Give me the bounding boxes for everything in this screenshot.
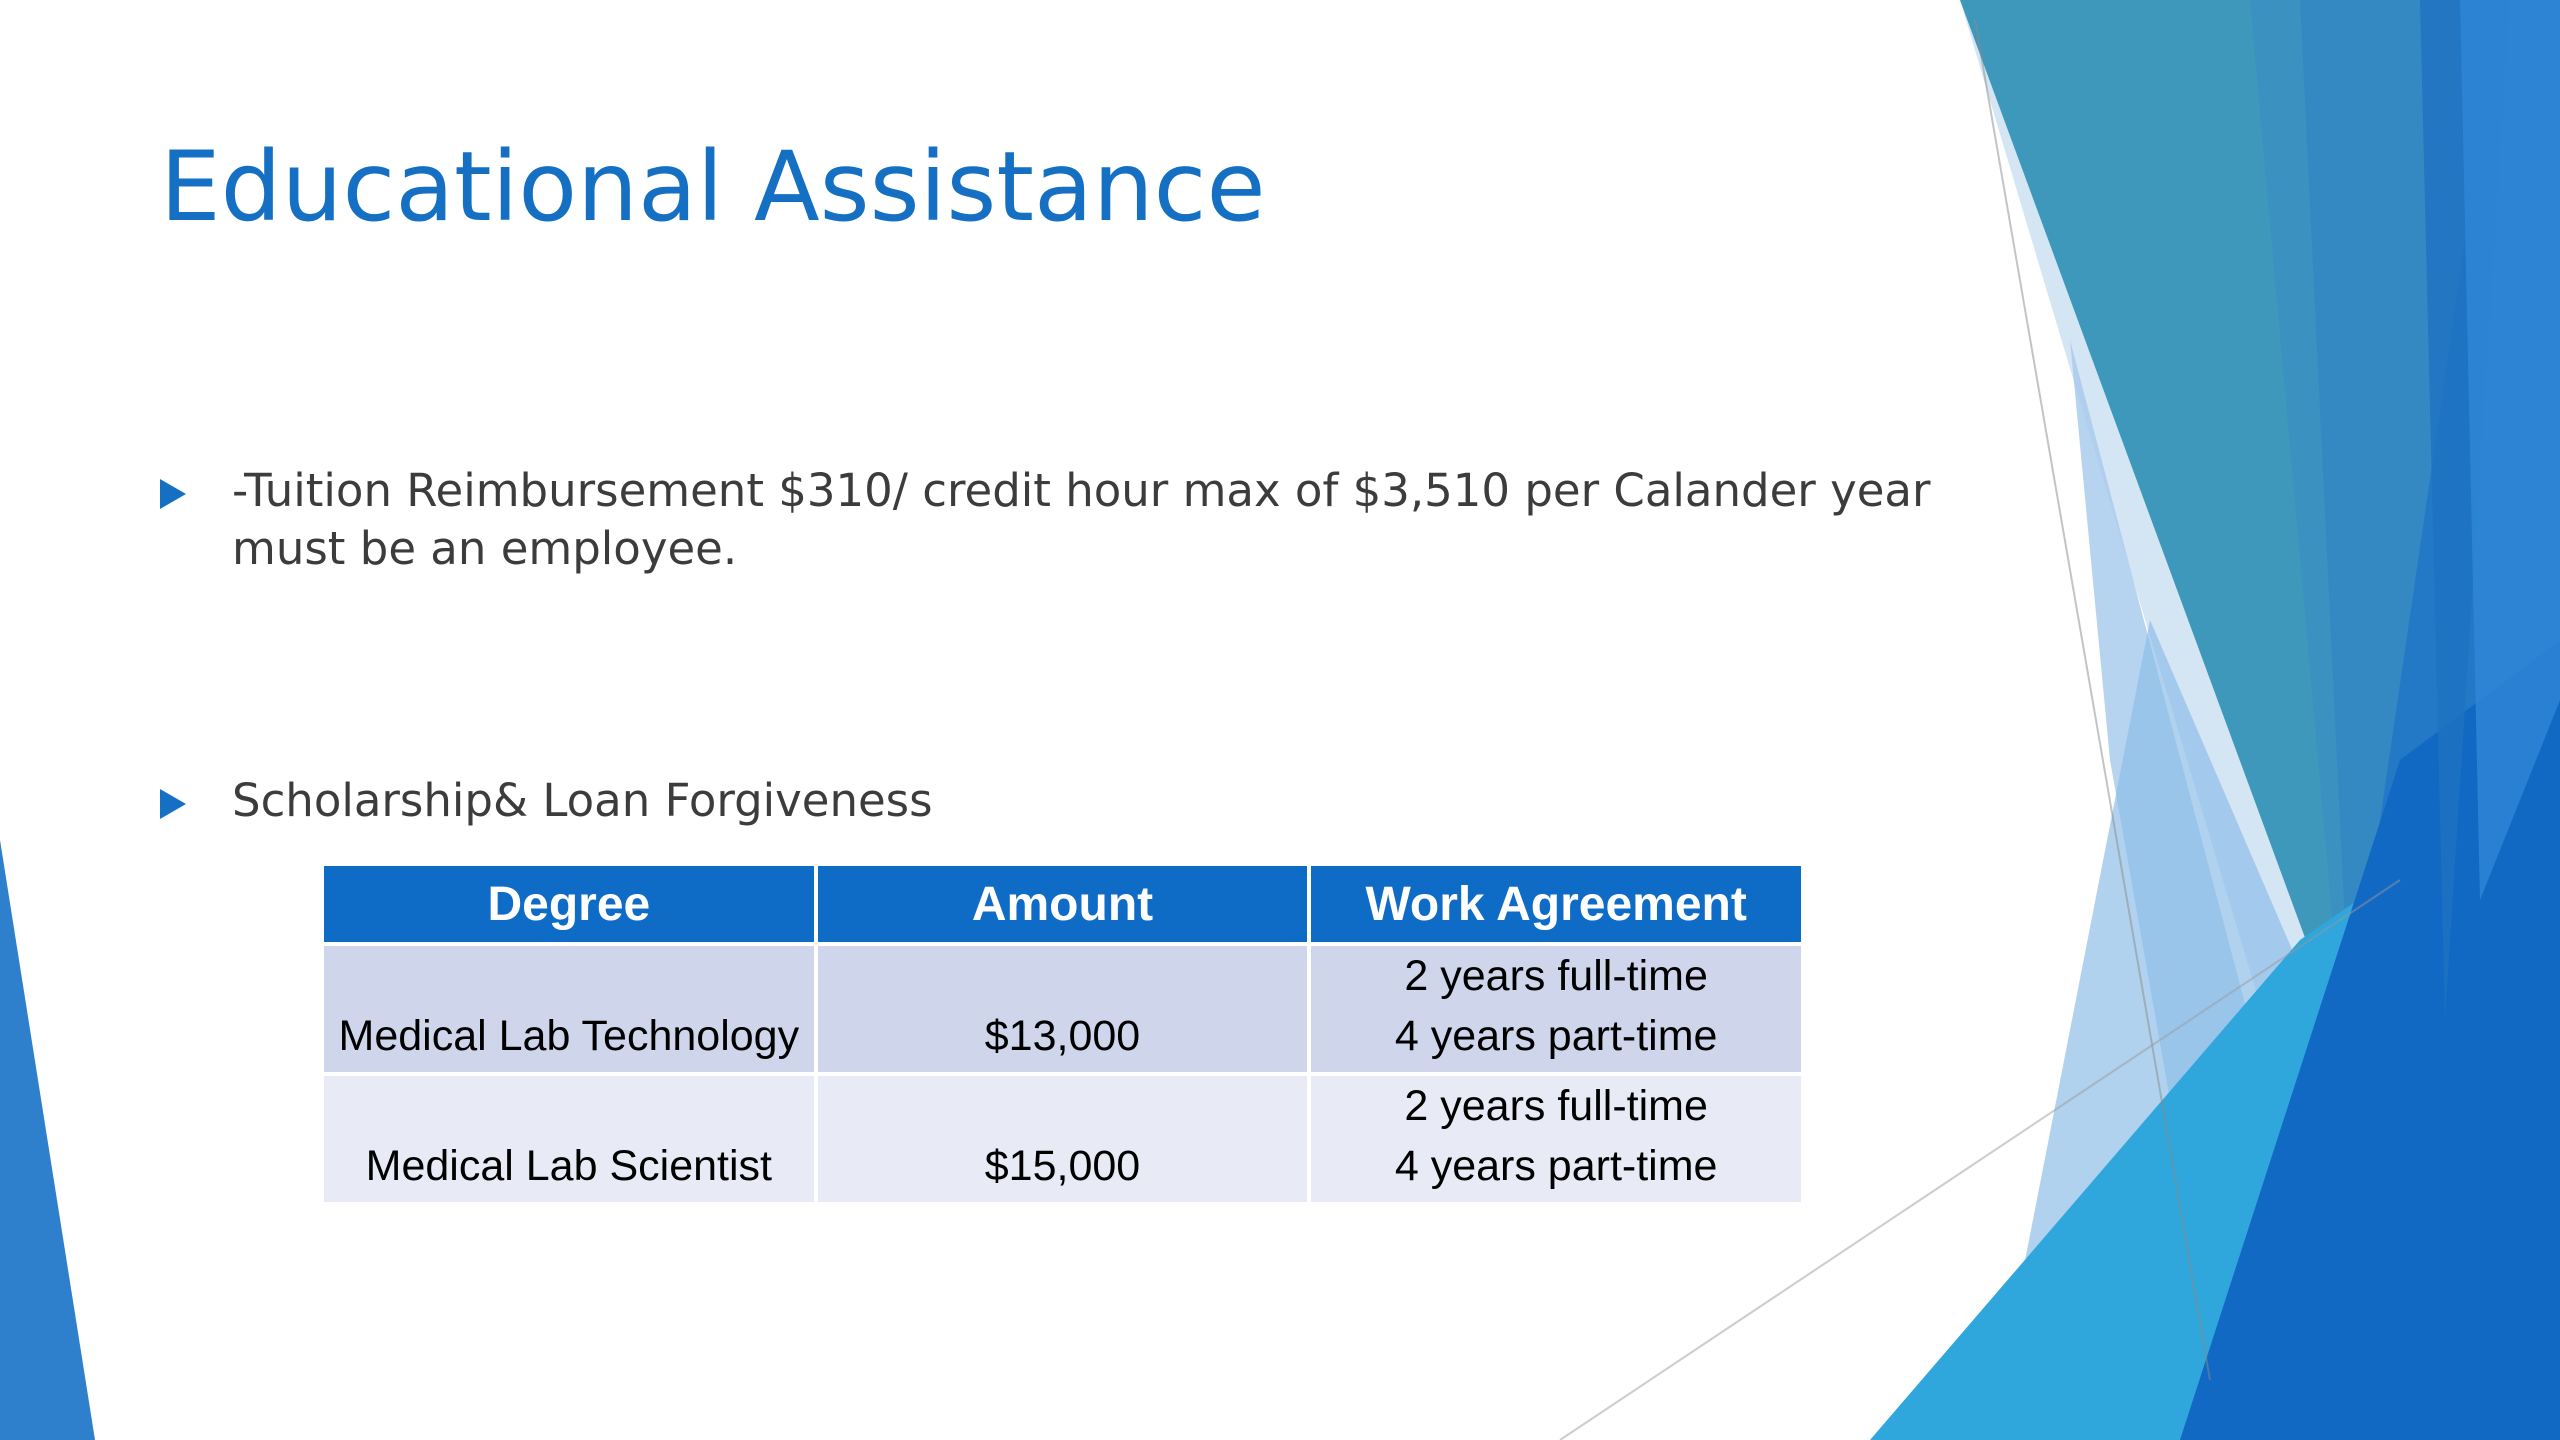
bullet-triangle-icon: [160, 789, 186, 819]
work-agreement-line: 2 years full-time: [1404, 952, 1708, 1000]
scholarship-table: [320, 862, 1805, 1206]
bullet-scholarship: [160, 772, 933, 830]
cell-degree: Medical Lab Scientist: [324, 1076, 814, 1202]
left-edge-facet: [0, 840, 95, 1440]
table-row: [324, 946, 1801, 1072]
cell-work-agreement: [1311, 946, 1801, 1072]
table-header-row: [324, 866, 1801, 942]
work-agreement-line: 4 years part-time: [1394, 1012, 1718, 1060]
cell-amount: $13,000: [818, 946, 1308, 1072]
bullet-text: Scholarship& Loan Forgiveness: [232, 774, 933, 827]
bullet-triangle-icon: [160, 479, 186, 509]
header-amount: Amount: [818, 866, 1308, 942]
cell-amount: $15,000: [818, 1076, 1308, 1202]
cell-degree: Medical Lab Technology: [324, 946, 814, 1072]
cell-work-agreement: [1311, 1076, 1801, 1202]
work-agreement-line: 2 years full-time: [1404, 1082, 1708, 1130]
header-work-agreement: Work Agreement: [1311, 866, 1801, 942]
work-agreement-line: 4 years part-time: [1394, 1142, 1718, 1190]
table-row: [324, 1076, 1801, 1202]
slide-title: Educational Assistance: [160, 131, 1266, 243]
bullet-tuition: [160, 462, 1952, 578]
bullet-text: -Tuition Reimbursement $310/ credit hour max of $3,510 per Calander year must be an employee.: [232, 464, 1931, 575]
header-degree: Degree: [324, 866, 814, 942]
